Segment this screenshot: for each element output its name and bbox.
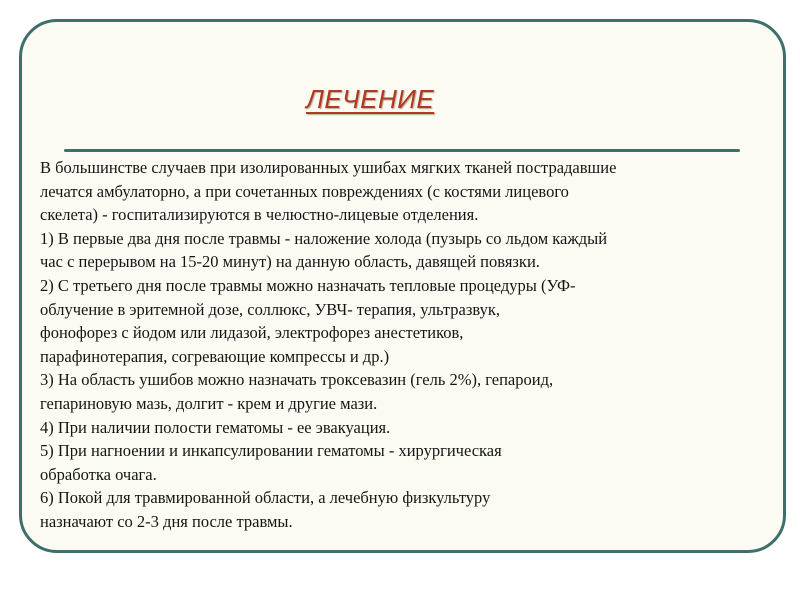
text-line: В большинстве случаев при изолированных ушибах мягких тканей пострадавшие — [40, 158, 617, 177]
text-line: скелета) - госпитализируются в челюстно-лицевые отделения. — [40, 205, 479, 225]
text-line: гепариновую мазь, долгит - крем и другие мази. — [40, 393, 378, 413]
text-line: 5) При нагноении и инкапсулировании гематомы - хирургическая — [40, 441, 502, 461]
text-line: 6) Покой для травмированной области, а лечебную физкультуру — [40, 488, 491, 508]
slide-title: ЛЕЧЕНИЕ — [306, 84, 435, 114]
text-line: облучение в эритемной дозе, соллюкс, УВЧ- терапия, ультразвук, — [40, 299, 500, 319]
title-divider — [64, 149, 740, 152]
text-line: час с перерывом на 15-20 минут) на данную область, давящей повязки. — [40, 252, 540, 272]
text-line: лечатся амбулаторно, а при сочетанных повреждениях (с костями лицевого — [40, 181, 569, 201]
text-line: 1) В первые два дня после травмы - наложение холода (пузырь со льдом каждый — [40, 228, 608, 248]
text-line: 2) С третьего дня после травмы можно назначать тепловые процедуры (УФ- — [40, 275, 576, 295]
text-line: 3) На область ушибов можно назначать троксевазин (гель 2%), гепароид, — [40, 370, 554, 390]
text-line: фонофорез с йодом или лидазой, электрофорез анестетиков, — [40, 323, 464, 343]
text-line: обработка очага. — [40, 464, 157, 484]
text-line: назначают со 2-3 дня после травмы. — [40, 511, 293, 531]
text-line: парафинотерапия, согревающие компрессы и др.) — [40, 346, 390, 366]
text-line: 4) При наличии полости гематомы - ее эвакуация. — [40, 417, 391, 437]
body-text — [40, 156, 755, 534]
